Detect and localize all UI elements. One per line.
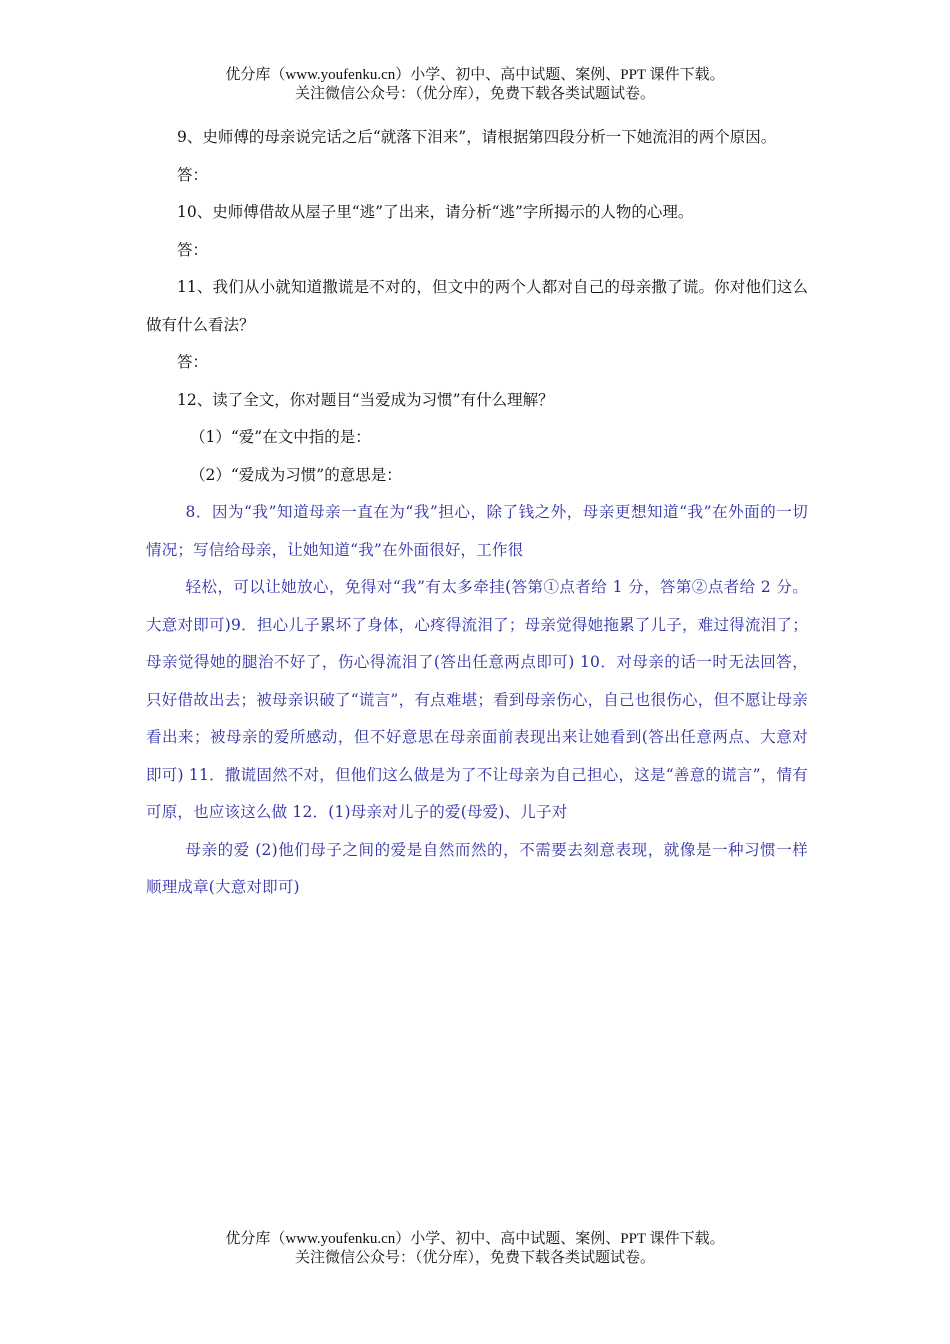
question-9: 9、史师傅的母亲说完话之后“就落下泪来”，请根据第四段分析一下她流泪的两个原因。 [177,128,777,146]
footer-line-1: 优分库（www.youfenku.cn）小学、初中、高中试题、案例、PPT 课件下载。 [225,1231,725,1247]
answer-key-paragraph-1: 8．因为“我”知道母亲一直在为“我”担心，除了钱之外，母亲更想知道“我”在外面的一切情况；写信给母亲，让她知道“我”在外面很好，工作很 [146,503,808,559]
question-11: 11、我们从小就知道撒谎是不对的，但文中的两个人都对自己的母亲撒了谎。你对他们这么做有什么看法？ [146,278,808,334]
answer-label-11: 答： [177,353,209,371]
question-12-sub-2: （2）“爱成为习惯”的意思是： [190,465,402,484]
answer-label-10: 答： [177,240,209,259]
question-10: 10、史师傅借故从屋子里“逃”了出来，请分析“逃”字所揭示的人物的心理。 [177,203,694,221]
question-12-sub-1: （1）“爱”在文中指的是： [190,428,371,446]
header-line-2: 关注微信公众号：（优分库），免费下载各类试题试卷。 [294,86,655,102]
document-body [146,119,808,907]
answer-key-paragraph-3: 母亲的爱 (2)他们母子之间的爱是自然而然的，不需要去刻意表现，就像是一种习惯一样顺理成章(大意对即可) [146,840,808,896]
answer-label-9: 答： [177,165,209,184]
page-footer [0,1230,950,1268]
page-header [0,66,950,104]
footer-line-2: 关注微信公众号：（优分库），免费下载各类试题试卷。 [294,1250,655,1266]
answer-key-paragraph-2: 轻松，可以让她放心，免得对“我”有太多牵挂(答第①点者给 1 分，答第②点者给 2 分。大意对即可)9．担心儿子累坏了身体，心疼得流泪了；母亲觉得她拖累了儿子，难过得流泪了；母亲觉得她的腿治不好了，伤心得流泪了(答出任意两点即可) 10．对母亲的话一时无法回答，只好借故出去；被母亲识破了“谎言”，有点难堪；看到母亲伤心，自己也很伤心，但不愿让母亲看出来；被母亲的爱所感动，但不好意思在母亲面前表现出来让她看到(答出任意两点、大意对即可) 11．撒谎固然不对，但他们这么做是为了不让母亲为自己担心，这是“善意的谎言”，情有可原，也应该这么做 12．(1)母亲对儿子的爱(母爱)、儿子对 [146,578,808,821]
question-12: 12、读了全文，你对题目“当爱成为习惯”有什么理解？ [177,390,554,409]
header-line-1: 优分库（www.youfenku.cn）小学、初中、高中试题、案例、PPT 课件下载。 [225,67,725,83]
